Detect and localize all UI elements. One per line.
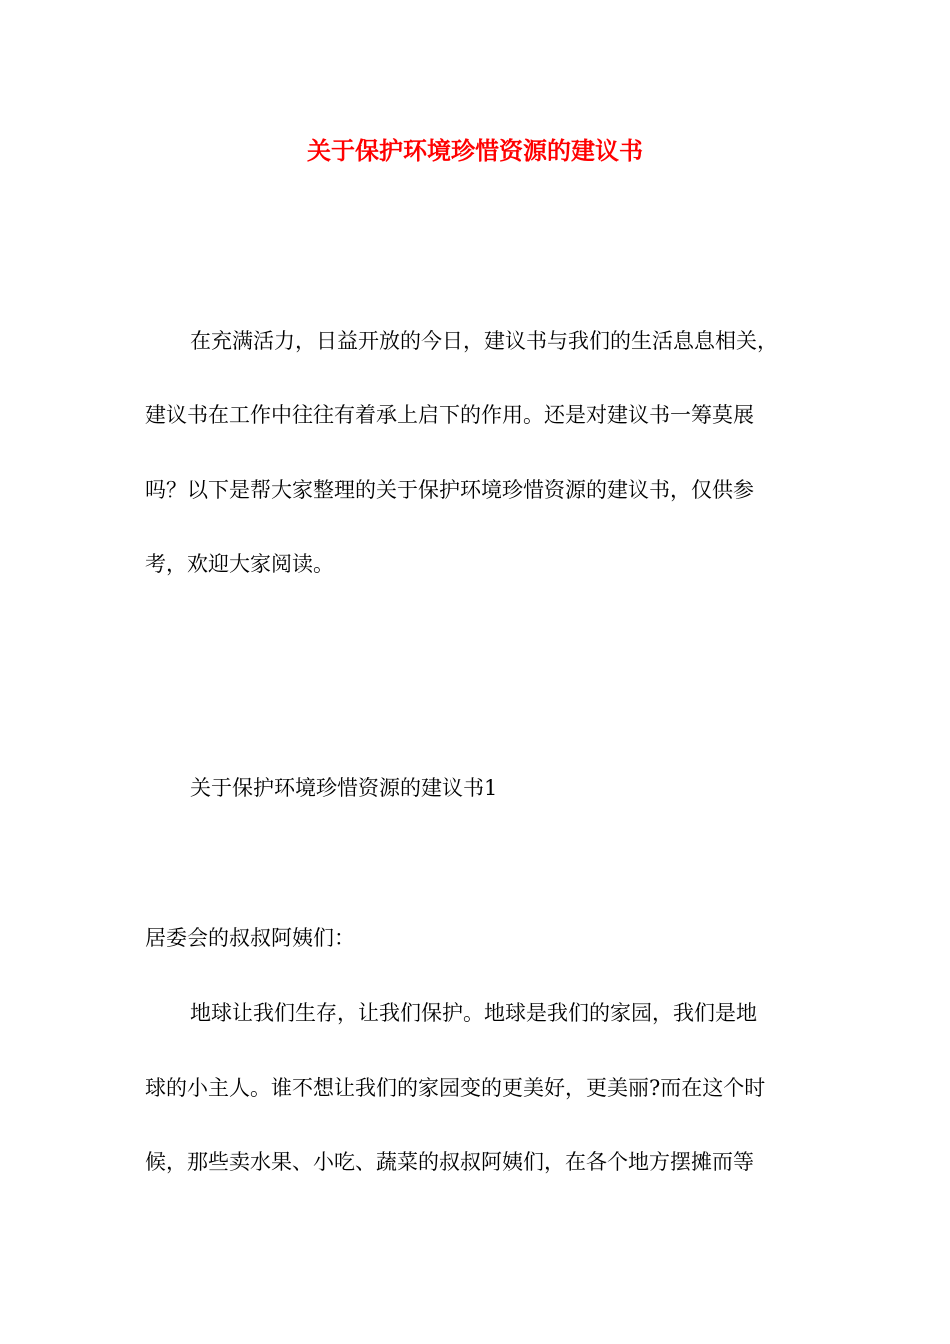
body-line: 球的小主人。谁不想让我们的家园变的更美好，更美丽?而在这个时 xyxy=(145,1076,766,1100)
section-heading: 关于保护环境珍惜资源的建议书1 xyxy=(190,776,498,800)
intro-line: 在充满活力，日益开放的今日，建议书与我们的生活息息相关， xyxy=(190,329,778,353)
intro-line: 考，欢迎大家阅读。 xyxy=(145,552,334,576)
document-title: 关于保护环境珍惜资源的建议书 xyxy=(307,136,643,165)
body-line: 候，那些卖水果、小吃、蔬菜的叔叔阿姨们，在各个地方摆摊而等 xyxy=(145,1150,754,1174)
intro-line: 吗？以下是帮大家整理的关于保护环境珍惜资源的建议书，仅供参 xyxy=(145,478,754,502)
body-line: 地球让我们生存，让我们保护。地球是我们的家园，我们是地 xyxy=(190,1001,757,1025)
salutation: 居委会的叔叔阿姨们： xyxy=(145,926,355,950)
intro-line: 建议书在工作中往往有着承上启下的作用。还是对建议书一筹莫展 xyxy=(145,403,754,427)
